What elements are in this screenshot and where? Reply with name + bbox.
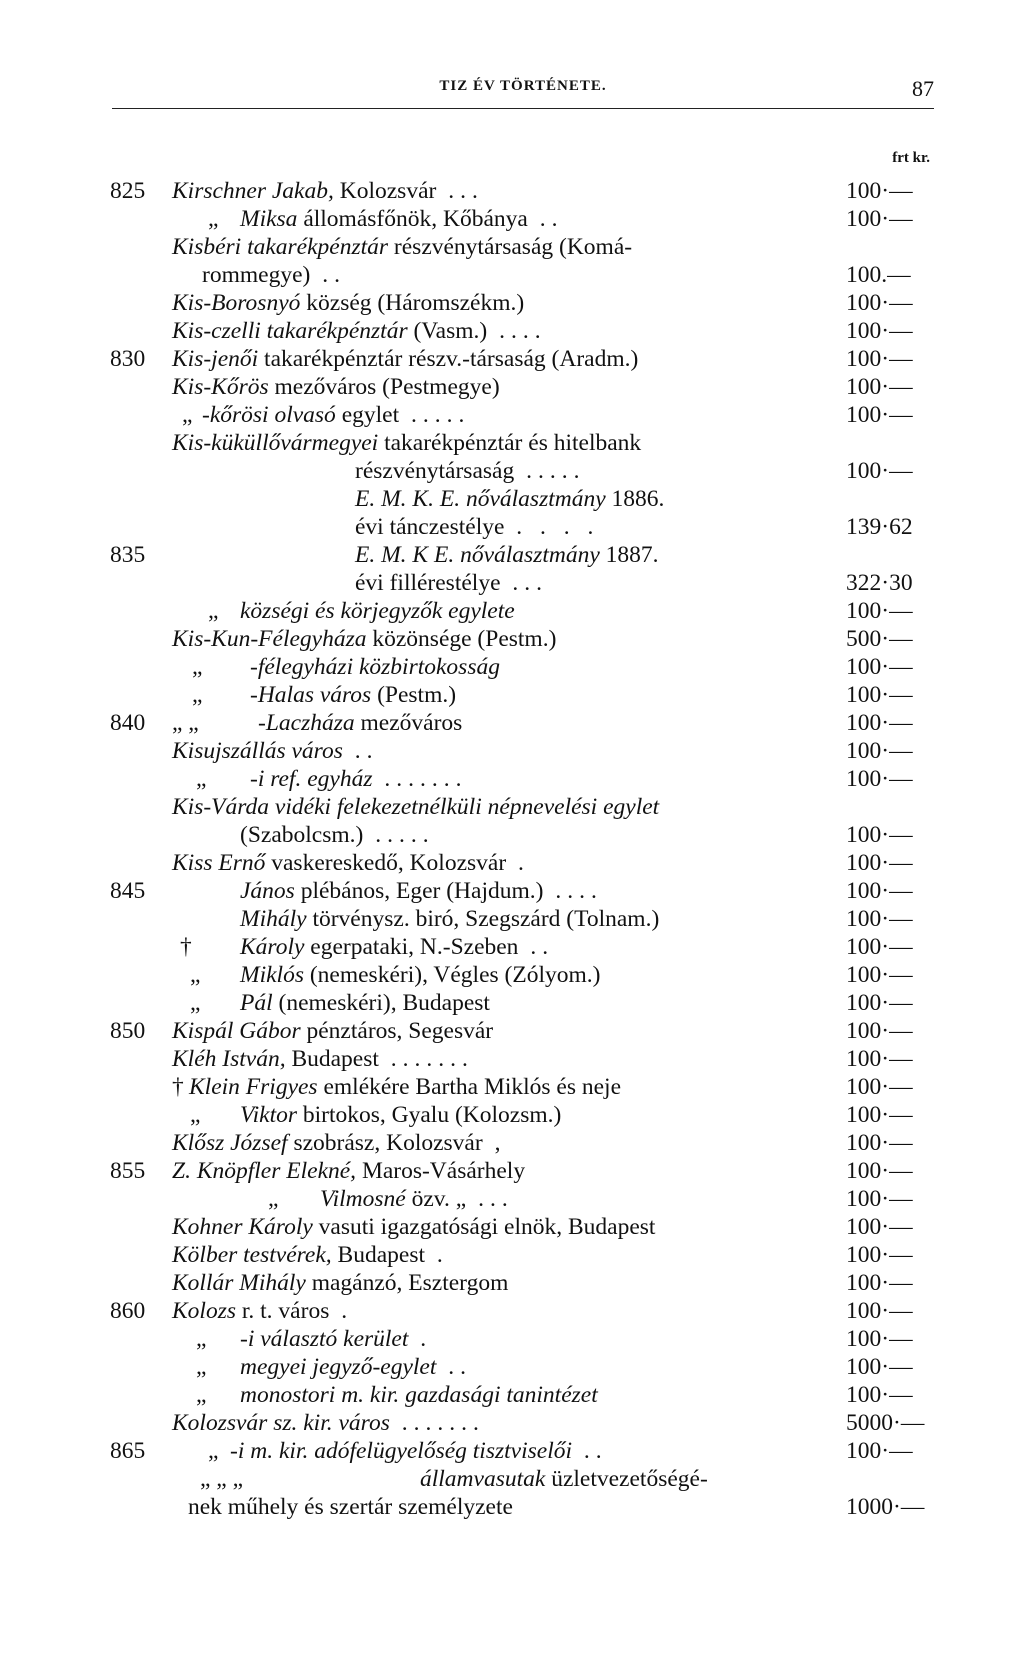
donor-name: Z. Knöpfler Elekné, bbox=[172, 1158, 357, 1184]
entry-text bbox=[172, 317, 547, 345]
donor-description: özv. „ bbox=[405, 1186, 467, 1212]
donor-description: Kolozsvár bbox=[333, 178, 437, 204]
donation-entry bbox=[0, 1157, 1024, 1185]
donation-amount: 100·— bbox=[846, 206, 913, 232]
donor-name: Kiss Ernő bbox=[172, 850, 266, 876]
donation-amount: 100·— bbox=[846, 710, 913, 736]
donation-entry bbox=[0, 1297, 1024, 1325]
donor-description: (nemeskéri), Végles (Zólyom.) bbox=[303, 962, 601, 988]
leader-dots: .. bbox=[518, 934, 555, 960]
entry-text bbox=[172, 793, 659, 821]
entry-text bbox=[355, 457, 585, 485]
donor-description: vasuti igazgatósági elnök, Budapest bbox=[312, 1214, 656, 1240]
entry-text bbox=[320, 1185, 514, 1213]
entry-text bbox=[250, 653, 500, 681]
donation-entry bbox=[0, 233, 1024, 261]
leader-dots: .. bbox=[310, 262, 346, 288]
entry-number: 845 bbox=[110, 878, 146, 904]
entry-text bbox=[172, 849, 530, 877]
entry-number: 850 bbox=[110, 1018, 146, 1044]
entry-text bbox=[240, 821, 435, 849]
entry-text bbox=[172, 345, 638, 373]
donation-entry bbox=[0, 1213, 1024, 1241]
donor-name: Miklós bbox=[240, 962, 304, 988]
leader-dots: . bbox=[425, 1242, 449, 1268]
donation-entry bbox=[0, 485, 1024, 513]
leader-dots: .. bbox=[342, 738, 379, 764]
donor-description: közönsége (Pestm.) bbox=[366, 626, 557, 652]
donor-name: Klein Frigyes bbox=[189, 1074, 318, 1100]
leader-dots: . bbox=[506, 850, 530, 876]
ditto-mark: „ bbox=[190, 962, 201, 988]
donor-name: Klősz József bbox=[172, 1130, 288, 1156]
leader-dots: .. bbox=[572, 1438, 608, 1464]
entry-text bbox=[240, 1101, 561, 1129]
donation-entry bbox=[0, 765, 1024, 793]
donor-description: nek műhely és szertár személyzete bbox=[188, 1494, 513, 1520]
donor-name: Kisbéri takarékpénztár bbox=[172, 234, 389, 260]
entry-text bbox=[420, 1465, 708, 1493]
donation-entry bbox=[0, 1045, 1024, 1073]
donation-entry bbox=[0, 653, 1024, 681]
donation-amount: 100·— bbox=[846, 402, 913, 428]
donation-amount: 100·— bbox=[846, 1270, 913, 1296]
donor-name: Kispál Gábor bbox=[172, 1018, 301, 1044]
ditto-mark: „ „ „ bbox=[200, 1466, 244, 1492]
donation-entry bbox=[0, 289, 1024, 317]
donor-description: 1887. bbox=[599, 542, 659, 568]
entry-text bbox=[355, 513, 599, 541]
entry-text bbox=[355, 569, 548, 597]
entry-text bbox=[172, 289, 524, 317]
currency-column-heading: frt kr. bbox=[892, 150, 930, 166]
entry-text bbox=[172, 1409, 485, 1437]
entry-text bbox=[172, 1157, 525, 1185]
donation-entry bbox=[0, 1437, 1024, 1465]
donation-entry bbox=[0, 737, 1024, 765]
donor-name: Károly bbox=[240, 934, 305, 960]
leader-dots: ....... bbox=[372, 766, 468, 792]
entry-number: 835 bbox=[110, 542, 146, 568]
donor-name: államvasutak bbox=[420, 1466, 546, 1492]
donation-amount: 100·— bbox=[846, 962, 913, 988]
donation-amount: 100·— bbox=[846, 598, 913, 624]
entry-text bbox=[202, 261, 346, 289]
donation-amount: 100·— bbox=[846, 1438, 913, 1464]
donation-amount: 100·— bbox=[846, 1298, 913, 1324]
donor-description: takarékpénztár részv.-társaság (Aradm.) bbox=[258, 346, 639, 372]
donation-entry bbox=[0, 709, 1024, 737]
donor-name: Kolozsvár sz. kir. város bbox=[172, 1410, 390, 1436]
donation-entry bbox=[0, 401, 1024, 429]
donation-amount: 100·— bbox=[846, 682, 913, 708]
ditto-mark: † bbox=[172, 1074, 184, 1100]
ditto-mark: „ bbox=[268, 1186, 279, 1212]
donor-description: rommegye) bbox=[202, 262, 311, 288]
donation-entry bbox=[0, 905, 1024, 933]
leader-dots: . bbox=[329, 1298, 354, 1324]
donor-name: Kis-küküllővármegyei bbox=[172, 430, 379, 456]
donor-description: részvénytársaság bbox=[355, 458, 515, 484]
donor-description: (Vasm.) bbox=[407, 318, 488, 344]
donor-name: Kölber testvérek, bbox=[172, 1242, 332, 1268]
leader-dots: ..... bbox=[514, 458, 586, 484]
entry-text bbox=[250, 681, 456, 709]
donation-entry bbox=[0, 1241, 1024, 1269]
page-number: 87 bbox=[912, 76, 934, 101]
donation-amount: 500·— bbox=[846, 626, 913, 652]
donor-description: magánzó, Esztergom bbox=[305, 1270, 509, 1296]
ditto-mark: „ bbox=[192, 682, 203, 708]
donor-description: (nemeskéri), Budapest bbox=[272, 990, 490, 1016]
donation-entry bbox=[0, 1381, 1024, 1409]
ditto-mark: „ bbox=[190, 990, 201, 1016]
donation-entry bbox=[0, 261, 1024, 289]
donor-name: Kis-Kun-Félegyháza bbox=[172, 626, 367, 652]
donor-description: üzletvezetőségé- bbox=[545, 1466, 708, 1492]
ditto-mark: † bbox=[180, 934, 192, 960]
entry-number: 825 bbox=[110, 178, 146, 204]
donation-entry bbox=[0, 205, 1024, 233]
donation-entry bbox=[0, 1465, 1024, 1493]
donation-amount: 100·— bbox=[846, 934, 913, 960]
entry-text bbox=[172, 429, 641, 457]
ditto-mark: „ „ bbox=[172, 710, 199, 736]
entry-text bbox=[240, 989, 490, 1017]
ditto-mark: „ bbox=[208, 598, 219, 624]
entry-text bbox=[355, 485, 664, 513]
donation-amount: 100·— bbox=[846, 290, 913, 316]
donor-description: Budapest bbox=[331, 1242, 426, 1268]
entry-text bbox=[172, 1269, 508, 1297]
ditto-mark: „ bbox=[196, 1326, 207, 1352]
leader-dots: ... bbox=[436, 178, 484, 204]
donor-description: részvénytársaság (Komá- bbox=[388, 234, 633, 260]
donor-description: állomásfőnök, Kőbánya bbox=[297, 206, 528, 232]
entry-text bbox=[172, 737, 378, 765]
entry-text bbox=[240, 1381, 598, 1409]
donor-description: szobrász, Kolozsvár bbox=[287, 1130, 483, 1156]
donation-entry bbox=[0, 1269, 1024, 1297]
donor-name: Kis-Borosnyó bbox=[172, 290, 301, 316]
donor-description: mezőváros (Pestmegye) bbox=[268, 374, 500, 400]
ditto-mark: „ bbox=[208, 1438, 219, 1464]
donation-amount: 100·— bbox=[846, 1382, 913, 1408]
donor-name: Pál bbox=[240, 990, 273, 1016]
leader-dots: .. bbox=[436, 1354, 473, 1380]
donation-entry bbox=[0, 1129, 1024, 1157]
donation-entry bbox=[0, 1325, 1024, 1353]
entry-text bbox=[172, 233, 632, 261]
leader-dots: , bbox=[482, 1130, 507, 1156]
donor-description: takarékpénztár és hitelbank bbox=[378, 430, 642, 456]
donation-amount: 100·— bbox=[846, 1046, 913, 1072]
entry-text bbox=[240, 1325, 432, 1353]
donation-amount: 139·62 bbox=[846, 514, 913, 540]
leader-dots: ..... bbox=[399, 402, 471, 428]
ditto-mark: „ bbox=[196, 766, 207, 792]
donor-name: -i ref. egyház bbox=[250, 766, 373, 792]
donation-amount: 100·— bbox=[846, 1018, 913, 1044]
donor-name: Kis-Várda vidéki felekezetnélküli népnevelési egylet bbox=[172, 794, 660, 820]
donor-description: Maros-Vásárhely bbox=[356, 1158, 526, 1184]
donor-description: plébános, Eger (Hajdum.) bbox=[294, 878, 544, 904]
donor-name: -Laczháza bbox=[258, 710, 355, 736]
donor-description: r. t. város bbox=[236, 1298, 330, 1324]
donation-entry bbox=[0, 1493, 1024, 1521]
donation-amount: 100·— bbox=[846, 878, 913, 904]
donation-amount: 100·— bbox=[846, 906, 913, 932]
donor-name: -félegyházi közbirtokosság bbox=[250, 654, 500, 680]
entry-text bbox=[240, 205, 563, 233]
donation-entry bbox=[0, 457, 1024, 485]
donation-amount: 100·— bbox=[846, 1158, 913, 1184]
donation-amount: 100·— bbox=[846, 346, 913, 372]
donor-name: Vilmosné bbox=[320, 1186, 406, 1212]
donor-description: évi tánczestélye bbox=[355, 514, 505, 540]
donation-entry bbox=[0, 1353, 1024, 1381]
donation-amount: 100·— bbox=[846, 178, 913, 204]
donation-entry bbox=[0, 177, 1024, 205]
entry-text bbox=[172, 1297, 353, 1325]
donation-entry bbox=[0, 569, 1024, 597]
entry-text bbox=[172, 1045, 474, 1073]
donation-amount: 100·— bbox=[846, 990, 913, 1016]
donation-entry bbox=[0, 345, 1024, 373]
ditto-mark: „ bbox=[196, 1382, 207, 1408]
page-header bbox=[112, 78, 934, 110]
donor-name: János bbox=[240, 878, 295, 904]
donation-amount: 1000·— bbox=[846, 1494, 925, 1520]
ditto-mark: „ bbox=[192, 654, 203, 680]
donor-name: E. M. K. E. nőválasztmány bbox=[355, 486, 606, 512]
donation-entry bbox=[0, 1101, 1024, 1129]
donor-description: (Pestm.) bbox=[371, 682, 457, 708]
leader-dots: ... bbox=[500, 570, 548, 596]
donation-amount: 100·— bbox=[846, 1130, 913, 1156]
donor-name: Mihály bbox=[240, 906, 307, 932]
donation-amount: 100.— bbox=[846, 262, 911, 288]
ditto-mark: „ bbox=[196, 1354, 207, 1380]
donation-amount: 100·— bbox=[846, 1326, 913, 1352]
entry-text bbox=[240, 597, 515, 625]
donor-description: egylet bbox=[335, 402, 400, 428]
entry-text bbox=[258, 709, 462, 737]
donation-amount: 100·— bbox=[846, 1102, 913, 1128]
entry-text bbox=[230, 1437, 608, 1465]
entry-text bbox=[172, 177, 484, 205]
donor-description: 1886. bbox=[605, 486, 665, 512]
leader-dots: . bbox=[408, 1326, 433, 1352]
entry-text bbox=[172, 373, 500, 401]
leader-dots: ..... bbox=[363, 822, 435, 848]
donation-entry bbox=[0, 625, 1024, 653]
leader-dots: ... bbox=[466, 1186, 514, 1212]
entry-number: 860 bbox=[110, 1298, 146, 1324]
donation-amount: 322·30 bbox=[846, 570, 913, 596]
donor-description: Budapest bbox=[285, 1046, 379, 1072]
donor-description: törvénysz. biró, Szegszárd (Tolnam.) bbox=[306, 906, 660, 932]
entry-text bbox=[240, 933, 554, 961]
donation-entry bbox=[0, 877, 1024, 905]
entry-text bbox=[202, 401, 470, 429]
leader-dots: ....... bbox=[389, 1410, 485, 1436]
entry-text bbox=[172, 625, 556, 653]
donor-name: monostori m. kir. gazdasági tanintézet bbox=[240, 1382, 598, 1408]
donation-entry bbox=[0, 1409, 1024, 1437]
donation-entry bbox=[0, 317, 1024, 345]
donation-entry bbox=[0, 513, 1024, 541]
entry-text bbox=[250, 765, 467, 793]
donor-description: vaskereskedő, Kolozsvár bbox=[265, 850, 507, 876]
donor-name: Kléh István, bbox=[172, 1046, 286, 1072]
donation-entry bbox=[0, 373, 1024, 401]
entry-number: 830 bbox=[110, 346, 146, 372]
donor-name: -i m. kir. adófelügyelőség tisztviselői bbox=[230, 1438, 573, 1464]
donation-amount: 100·— bbox=[846, 738, 913, 764]
donor-name: -kőrösi olvasó bbox=[202, 402, 336, 428]
donation-entry bbox=[0, 681, 1024, 709]
entry-text bbox=[240, 1353, 472, 1381]
donation-amount: 100·— bbox=[846, 1074, 913, 1100]
donor-name: Kis-Kőrös bbox=[172, 374, 269, 400]
donor-description: évi fillérestélye bbox=[355, 570, 501, 596]
donor-description: mezőváros bbox=[354, 710, 463, 736]
leader-dots: ....... bbox=[378, 1046, 474, 1072]
donation-amount: 100·— bbox=[846, 766, 913, 792]
entry-text bbox=[240, 905, 659, 933]
entry-text bbox=[355, 541, 659, 569]
running-title: TIZ ÉV TÖRTÉNETE. bbox=[439, 78, 607, 94]
donation-entry bbox=[0, 597, 1024, 625]
donation-entry bbox=[0, 429, 1024, 457]
donor-description: (Szabolcsm.) bbox=[240, 822, 364, 848]
donation-entry bbox=[0, 989, 1024, 1017]
ditto-mark: „ bbox=[208, 206, 219, 232]
leader-dots: . . . . bbox=[504, 514, 600, 540]
donation-amount: 100·— bbox=[846, 654, 913, 680]
donation-entry bbox=[0, 849, 1024, 877]
donation-entry bbox=[0, 1073, 1024, 1101]
donor-name: Kis-czelli takarékpénztár bbox=[172, 318, 408, 344]
donor-name: Kisujszállás város bbox=[172, 738, 343, 764]
donor-name: -i választó kerület bbox=[240, 1326, 409, 1352]
donation-amount: 100·— bbox=[846, 1354, 913, 1380]
donation-amount: 5000·— bbox=[846, 1410, 925, 1436]
ditto-mark: „ bbox=[190, 1102, 201, 1128]
donation-amount: 100·— bbox=[846, 850, 913, 876]
donation-amount: 100·— bbox=[846, 374, 913, 400]
donor-name: Kirschner Jakab, bbox=[172, 178, 334, 204]
entry-number: 840 bbox=[110, 710, 146, 736]
donor-description: emlékére Bartha Miklós és neje bbox=[317, 1074, 622, 1100]
entry-text bbox=[189, 1073, 621, 1101]
donation-entry bbox=[0, 1017, 1024, 1045]
entry-text bbox=[172, 1241, 449, 1269]
donation-amount: 100·— bbox=[846, 1186, 913, 1212]
entry-text bbox=[172, 1017, 493, 1045]
entry-text bbox=[240, 877, 603, 905]
donation-entry bbox=[0, 1185, 1024, 1213]
donor-name: -Halas város bbox=[250, 682, 372, 708]
header-rule bbox=[112, 108, 934, 109]
leader-dots: .... bbox=[543, 878, 603, 904]
donation-amount: 100·— bbox=[846, 458, 913, 484]
entry-text bbox=[188, 1493, 513, 1521]
donation-entry bbox=[0, 821, 1024, 849]
donor-name: Kohner Károly bbox=[172, 1214, 313, 1240]
donor-description: birtokos, Gyalu (Kolozsm.) bbox=[297, 1102, 562, 1128]
leader-dots: .. bbox=[527, 206, 564, 232]
donor-name: E. M. K E. nőválasztmány bbox=[355, 542, 600, 568]
donation-amount: 100·— bbox=[846, 1242, 913, 1268]
donor-name: községi és körjegyzők egylete bbox=[240, 598, 515, 624]
entry-number: 865 bbox=[110, 1438, 146, 1464]
donor-name: Kolozs bbox=[172, 1298, 236, 1324]
donor-description: egerpataki, N.-Szeben bbox=[304, 934, 519, 960]
donor-name: Kis-jenői bbox=[172, 346, 259, 372]
donor-name: Kollár Mihály bbox=[172, 1270, 306, 1296]
entry-text bbox=[240, 961, 600, 989]
donor-description: község (Háromszékm.) bbox=[300, 290, 525, 316]
ditto-mark: „ bbox=[182, 402, 193, 428]
entry-number: 855 bbox=[110, 1158, 146, 1184]
entry-text bbox=[172, 1213, 655, 1241]
donation-amount: 100·— bbox=[846, 822, 913, 848]
donation-amount: 100·— bbox=[846, 1214, 913, 1240]
donation-entry bbox=[0, 933, 1024, 961]
donor-description: pénztáros, Segesvár bbox=[300, 1018, 494, 1044]
leader-dots: .... bbox=[487, 318, 547, 344]
donation-amount: 100·— bbox=[846, 318, 913, 344]
donation-entry bbox=[0, 961, 1024, 989]
donor-name: megyei jegyző-egylet bbox=[240, 1354, 437, 1380]
donation-entry bbox=[0, 793, 1024, 821]
donation-entry bbox=[0, 541, 1024, 569]
donor-name: Miksa bbox=[240, 206, 298, 232]
entry-text bbox=[172, 1129, 506, 1157]
donor-name: Viktor bbox=[240, 1102, 297, 1128]
